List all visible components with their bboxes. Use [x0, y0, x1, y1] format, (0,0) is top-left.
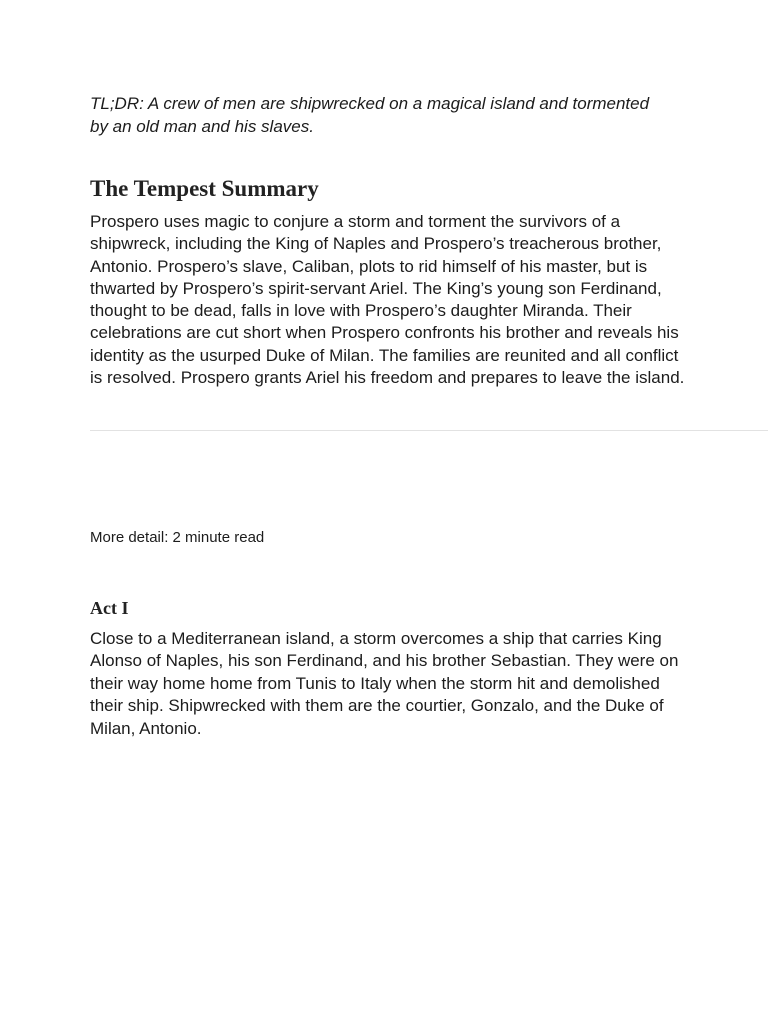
summary-paragraph: Prospero uses magic to conjure a storm and torment the survivors of a shipwreck, including the King of Naples and Prospero’s treacherous brother, Antonio. Prospero’s slave, Caliban, plots to rid himself of his master, but is thwarted by Prospero’s spirit-servant Ariel. The King’s young son Ferdinand, thought to be dead, falls in love with Prospero’s daughter Miranda. Their celebrations are cut short when Prospero confronts his brother and reveals his identity as the usurped Duke of Milan. The families are reunited and all conflict is resolved. Prospero grants Ariel his freedom and prepares to leave the island.: [90, 212, 685, 388]
summary-heading: The Tempest Summary: [90, 176, 319, 201]
act-1-heading: Act I: [90, 598, 129, 618]
tldr-summary: TL;DR: A crew of men are shipwrecked on a magical island and tormented by an old man and his slaves.: [90, 94, 650, 136]
more-detail-label: More detail: 2 minute read: [90, 529, 265, 546]
act-1-paragraph: Close to a Mediterranean island, a storm overcomes a ship that carries King Alonso of Naples, his son Ferdinand, and his brother Sebastian. They were on their way home home from Tunis to Italy when the storm hit and demolished their ship. Shipwrecked with them are the courtier, Gonzalo, and the Duke of Milan, Antonio.: [90, 629, 679, 738]
document-page: [90, 0, 768, 1024]
section-divider: [90, 430, 768, 431]
